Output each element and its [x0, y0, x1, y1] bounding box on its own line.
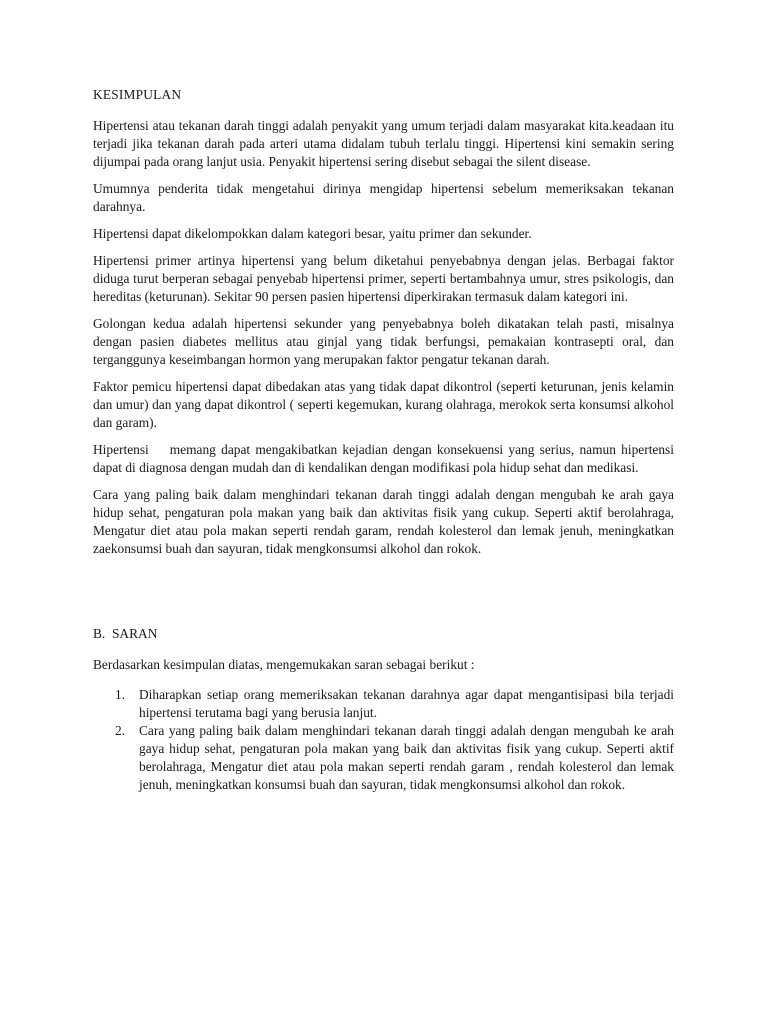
kesimpulan-paragraph-3: Hipertensi dapat dikelompokkan dalam kategori besar, yaitu primer dan sekunder.	[93, 226, 532, 241]
saran-heading: B. SARAN	[93, 626, 158, 641]
list-item	[93, 722, 674, 794]
document-page	[93, 86, 678, 794]
list-item	[93, 686, 674, 722]
list-item-number: 1.	[115, 687, 126, 702]
kesimpulan-paragraph-7: Hipertensi memang dapat mengakibatkan kejadian dengan konsekuensi yang serius, namun hipertensi dapat di diagnosa dengan mudah dan di kendalikan dengan modifikasi pola hidup sehat dan medikasi.	[93, 442, 678, 475]
kesimpulan-paragraph-4: Hipertensi primer artinya hipertensi yang belum diketahui penyebabnya dengan jelas. Berbagai faktor diduga turut berperan sebagai penyebab hipertensi primer, seperti bertambahnya umur, stres psikologis, dan hereditas (keturunan). Sekitar 90 persen pasien hipertensi diperkirakan termasuk dalam kategori ini.	[93, 253, 674, 304]
list-item-number: 2.	[115, 723, 126, 738]
kesimpulan-paragraph-8: Cara yang paling baik dalam menghindari tekanan darah tinggi adalah dengan mengubah ke arah gaya hidup sehat, pengaturan pola makan yang baik dan aktivitas fisik yang cukup. Seperti aktif berolahraga, Mengatur diet atau pola makan seperti rendah garam, rendah kolesterol dan lemak jenuh, meningkatkan zaekonsumsi buah dan sayuran, tidak mengkonsumsi alkohol dan rokok.	[93, 487, 674, 556]
saran-list	[93, 686, 674, 794]
kesimpulan-paragraph-1: Hipertensi atau tekanan darah tinggi adalah penyakit yang umum terjadi dalam masyarakat kita.keadaan itu terjadi jika tekanan darah pada arteri utama didalam tubuh terlalu tinggi. Hipertensi kini semakin sering dijumpai pada orang lanjut usia. Penyakit hipertensi sering disebut sebagai the silent disease.	[93, 118, 674, 169]
list-item-text: Diharapkan setiap orang memeriksakan tekanan darahnya agar dapat mengantisipasi bila terjadi hipertensi terutama bagi yang berusia lanjut.	[139, 687, 674, 720]
kesimpulan-paragraph-5: Golongan kedua adalah hipertensi sekunder yang penyebabnya boleh dikatakan telah pasti, misalnya dengan pasien diabetes mellitus atau ginjal yang tidak berfungsi, pemakaian kontrasepti oral, dan terganggunya keseimbangan hormon yang merupakan faktor pengatur tekanan darah.	[93, 316, 674, 367]
saran-intro: Berdasarkan kesimpulan diatas, mengemukakan saran sebagai berikut :	[93, 657, 475, 672]
kesimpulan-paragraph-6: Faktor pemicu hipertensi dapat dibedakan atas yang tidak dapat dikontrol (seperti keturunan, jenis kelamin dan umur) dan yang dapat dikontrol ( seperti kegemukan, kurang olahraga, merokok serta konsumsi alkohol dan garam).	[93, 379, 674, 430]
list-item-text: Cara yang paling baik dalam menghindari tekanan darah tinggi adalah dengan mengubah ke arah gaya hidup sehat, pengaturan pola makan yang baik dan aktivitas fisik yang cukup. Seperti aktif berolahraga, Mengatur diet atau pola makan seperti rendah garam , rendah kolesterol dan lemak jenuh, meningkatkan konsumsi buah dan sayuran, tidak mengkonsumsi alkohol dan rokok.	[139, 723, 674, 792]
kesimpulan-heading: KESIMPULAN	[93, 87, 182, 102]
section-spacer	[93, 567, 674, 625]
kesimpulan-paragraph-2: Umumnya penderita tidak mengetahui dirinya mengidap hipertensi sebelum memeriksakan tekanan darahnya.	[93, 181, 674, 214]
